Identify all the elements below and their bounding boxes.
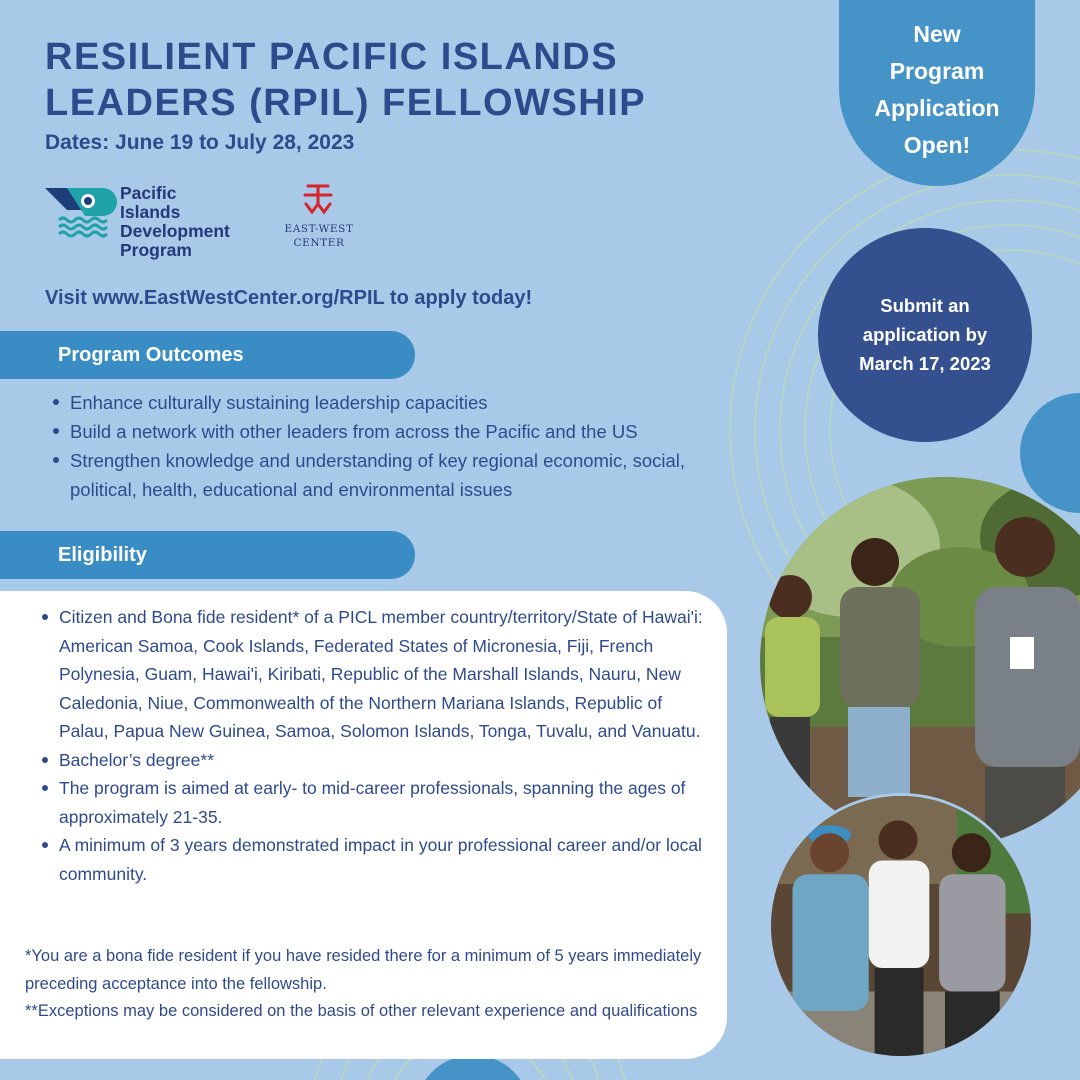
fellows-group-photo [760, 477, 1080, 847]
badge-line: Program [889, 58, 985, 84]
title-line: RESILIENT PACIFIC ISLANDS [45, 36, 619, 78]
list-item: A minimum of 3 years demonstrated impact in your professional career and/or local community. [36, 831, 716, 888]
visit-link[interactable]: Visit www.EastWestCenter.org/RPIL to apply today! [45, 287, 533, 309]
ewc-logo-text [274, 222, 364, 250]
application-open-badge [839, 0, 1035, 186]
eligibility-footnotes [25, 943, 715, 1026]
ewc-logo-icon [303, 182, 333, 218]
program-dates: Dates: June 19 to July 28, 2023 [45, 131, 355, 154]
footnote: **Exceptions may be considered on the basis of other relevant experience and qualifications [25, 1002, 698, 1020]
program-outcomes-heading: Program Outcomes [0, 331, 415, 379]
pidp-logo-text [120, 184, 230, 260]
badge-line: March 17, 2023 [859, 353, 991, 374]
badge-line: Application [874, 95, 1000, 121]
list-item: Enhance culturally sustaining leadership capacities [47, 388, 747, 417]
list-item: Strengthen knowledge and understanding of key regional economic, social, political, health, educational and environmental issues [47, 446, 747, 504]
list-item: Bachelor’s degree** [36, 746, 716, 775]
badge-line: application by [862, 324, 988, 345]
eligibility-list [36, 603, 716, 888]
eligibility-heading: Eligibility [0, 531, 415, 579]
logo-text-line: Pacific [120, 183, 177, 203]
decorative-circle [1020, 393, 1080, 513]
logo-text-line: Islands [120, 202, 181, 222]
title-line: LEADERS (RPIL) FELLOWSHIP [45, 82, 647, 124]
fellows-small-photo [768, 793, 1034, 1059]
logo-text-line: Program [120, 240, 192, 260]
deadline-badge [818, 228, 1032, 442]
logo-text-line: Development [120, 221, 230, 241]
logo-text-line: CENTER [293, 237, 345, 249]
list-item: The program is aimed at early- to mid-career professionals, spanning the ages of approximately 21-35. [36, 774, 716, 831]
footnote: *You are a bona fide resident if you have resided there for a minimum of 5 years immediately preceding acceptance into the fellowship. [25, 947, 702, 993]
badge-line: Open! [903, 132, 971, 158]
pidp-logo-icon [45, 184, 117, 238]
badge-line: New [913, 21, 961, 47]
page-title [45, 34, 785, 126]
badge-line: Submit an [880, 295, 970, 316]
list-item: Build a network with other leaders from across the Pacific and the US [47, 417, 747, 446]
list-item: Citizen and Bona fide resident* of a PICL member country/territory/State of Hawai'i: American Samoa, Cook Islands, Federated States of Micronesia, Fiji, French Polynesia, Guam, Hawai'i, Kiribati, Republic of the Marshall Islands, Nauru, New Caledonia, Niue, Commonwealth of the Northern Mariana Islands, Republic of Palau, Papua New Guinea, Samoa, Solomon Islands, Tonga, Tuvalu, and Vanuatu. [36, 603, 716, 746]
logo-text-line: EAST-WEST [284, 223, 354, 235]
program-outcomes-list [47, 388, 747, 504]
